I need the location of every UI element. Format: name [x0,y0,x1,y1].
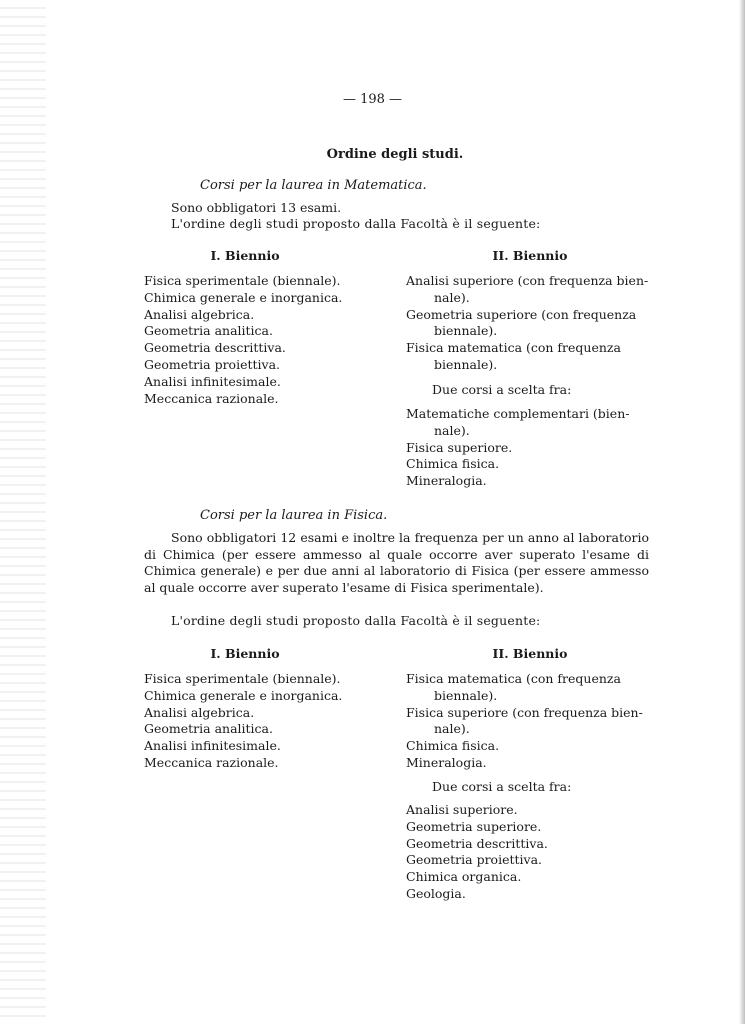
list-item: Geometria analitica. [144,721,273,737]
physics-choice-heading: Due corsi a scelta fra: [432,779,572,794]
list-item: Chimica generale e inorganica. [144,289,343,305]
list-item: Matematiche complementari (bien- [406,406,630,421]
physics-col1-list [144,671,342,772]
page-number: — 198 — [342,92,403,107]
physics-choice-list [406,802,548,903]
list-item-cont: nale). [434,289,470,305]
math-col2-list [406,273,648,374]
math-choice-list [406,406,648,490]
list-item: Fisica sperimentale (biennale). [144,671,341,686]
list-item: Geometria analitica. [144,323,273,339]
list-item: Analisi infinitesimale. [144,373,281,389]
math-col1-heading: I. Biennio [210,248,280,263]
list-item-cont: biennale). [434,356,498,372]
list-item: Geometria proiettiva. [406,852,543,868]
list-item: Mineralogia. [406,754,487,770]
math-col2-heading: II. Biennio [492,248,568,263]
physics-col1-heading: I. Biennio [210,646,280,661]
list-item: Analisi infinitesimale. [144,738,281,754]
list-item: Fisica matematica (con frequenza [406,340,621,356]
physics-col2-list [406,671,648,772]
math-choice-heading: Due corsi a scelta fra: [432,382,572,397]
math-intro-line1: Sono obbligatori 13 esami. [171,200,342,215]
math-intro-line2: L'ordine degli studi proposto dalla Facoltà è il seguente: [171,216,541,231]
list-item: Meccanica razionale. [144,390,279,406]
list-item: Mineralogia. [406,473,487,489]
math-col1-list [144,273,342,407]
list-item: Fisica superiore. [406,439,513,455]
physics-heading: Corsi per la laurea in Fisica. [200,508,388,523]
list-item: Analisi superiore (con frequenza bien- [406,273,649,288]
list-item: Chimica fisica. [406,456,500,472]
list-item: Chimica fisica. [406,738,500,754]
physics-paragraph: Sono obbligatori 12 esami e inoltre la frequenza per un anno al laboratorio di Chimica (per essere ammesso al quale occorre aver superato l'esame di Chimica generale) e per due anni al laboratorio di Fisica (per essere ammesso al quale occorre aver superato l'esame di Fisica sperimentale). [144,530,649,595]
list-item: Chimica generale e inorganica. [144,687,343,703]
list-item: Fisica matematica (con frequenza [406,671,621,686]
list-item: Geometria superiore. [406,818,542,834]
list-item: Geometria superiore (con frequenza [406,306,637,322]
list-item: Analisi superiore. [406,802,518,817]
list-item: Analisi algebrica. [144,704,255,720]
list-item-cont: nale). [434,422,470,438]
page-title: Ordine degli studi. [326,147,464,162]
list-item-cont: biennale). [434,323,498,339]
list-item: Geometria descrittiva. [144,340,286,356]
list-item: Analisi algebrica. [144,306,255,322]
list-item: Geologia. [406,885,466,901]
list-item: Fisica superiore (con frequenza bien- [406,704,643,720]
physics-intro-line2: L'ordine degli studi proposto dalla Facoltà è il seguente: [171,613,541,628]
list-item: Geometria descrittiva. [406,835,548,851]
list-item: Fisica sperimentale (biennale). [144,273,341,288]
list-item: Chimica organica. [406,869,522,885]
math-heading: Corsi per la laurea in Matematica. [200,178,427,193]
list-item: Geometria proiettiva. [144,356,281,372]
list-item-cont: biennale). [434,687,498,703]
list-item: Meccanica razionale. [144,754,279,770]
physics-col2-heading: II. Biennio [492,646,568,661]
list-item-cont: nale). [434,721,470,737]
